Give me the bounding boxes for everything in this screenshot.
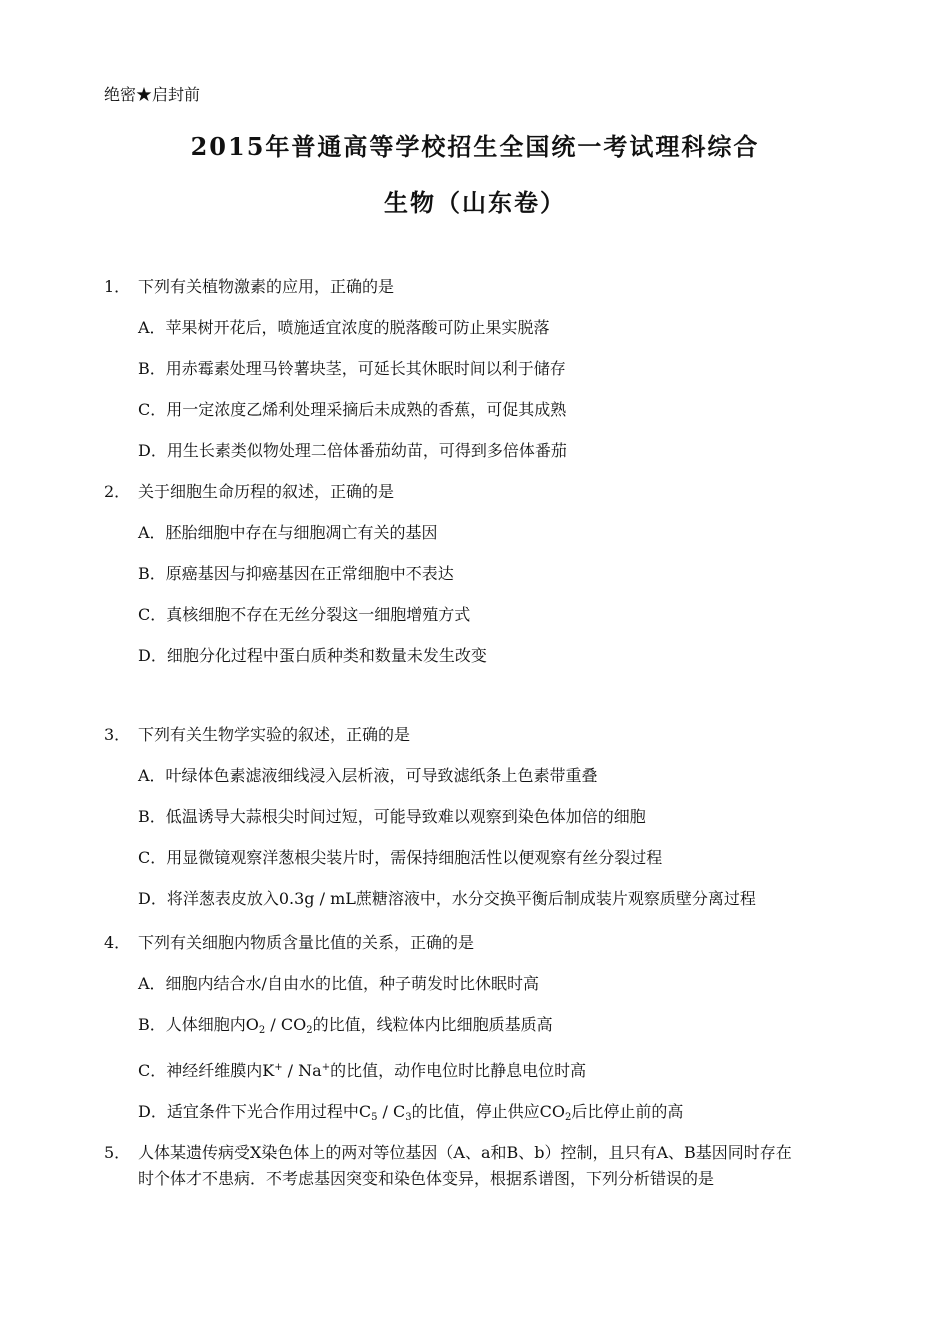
question-stem-continued: 时个体才不患病．不考虑基因突变和染色体变异，根据系谱图，下列分析错误的是 (138, 1169, 715, 1188)
exam-subtitle: 生物（山东卷） (384, 188, 566, 217)
option-a: A．叶绿体色素滤液细线浸入层析液，可导致滤纸条上色素带重叠 (138, 766, 598, 785)
question-stem: 下列有关生物学实验的叙述，正确的是 (138, 725, 411, 744)
confidential-label: 绝密★启封前 (104, 85, 201, 104)
option-a: A．细胞内结合水/自由水的比值，种子萌发时比休眠时高 (138, 974, 539, 993)
question-number: 5． (104, 1143, 131, 1162)
option-b: B．人体细胞内$O_2 / CO_2$的比值，线粒体内比细胞质基质高 (138, 1015, 553, 1036)
option-d: D．适宜条件下光合作用过程中$C_5 / C_3$的比值，停止供应$CO_2$后比停止前的高 (138, 1102, 684, 1123)
option-d: D．细胞分化过程中蛋白质种类和数量未发生改变 (138, 646, 487, 665)
option-c: C．真核细胞不存在无丝分裂这一细胞增殖方式 (138, 605, 471, 624)
question-5 (104, 1140, 849, 1192)
option-d: D．将洋葱表皮放入0.3g / mL蔗糖溶液中，水分交换平衡后制成装片观察质壁分离过程 (138, 889, 756, 908)
question-stem: 下列有关植物激素的应用，正确的是 (138, 277, 395, 296)
option-c: C．用一定浓度乙烯利处理采摘后未成熟的香蕉，可促其成熟 (138, 400, 567, 419)
option-a: A．苹果树开花后，喷施适宜浓度的脱落酸可防止果实脱落 (138, 318, 550, 337)
question-number: 3． (104, 725, 131, 744)
question-number: 2． (104, 482, 131, 501)
option-b: B．低温诱导大蒜根尖时间过短，可能导致难以观察到染色体加倍的细胞 (138, 807, 646, 826)
option-a: A．胚胎细胞中存在与细胞凋亡有关的基因 (138, 523, 438, 542)
option-c: C．用显微镜观察洋葱根尖装片时，需保持细胞活性以便观察有丝分裂过程 (138, 848, 663, 867)
question-1 (104, 274, 394, 297)
question-3 (104, 722, 410, 745)
question-2 (104, 479, 394, 502)
option-b: B．用赤霉素处理马铃薯块茎，可延长其休眠时间以利于储存 (138, 359, 566, 378)
option-d: D．用生长素类似物处理二倍体番茄幼苗，可得到多倍体番茄 (138, 441, 567, 460)
option-c: C．神经纤维膜内K+ / Na+的比值，动作电位时比静息电位时高 (138, 1061, 587, 1080)
question-stem: 关于细胞生命历程的叙述，正确的是 (138, 482, 395, 501)
question-number: 4． (104, 933, 131, 952)
question-number: 1． (104, 277, 131, 296)
question-stem: 人体某遗传病受X染色体上的两对等位基因（A、a和B、b）控制，且只有A、B基因同时存在 (138, 1143, 792, 1162)
option-b: B．原癌基因与抑癌基因在正常细胞中不表达 (138, 564, 454, 583)
question-stem: 下列有关细胞内物质含量比值的关系，正确的是 (138, 933, 475, 952)
exam-title: 2015年普通高等学校招生全国统一考试理科综合 (190, 132, 760, 161)
question-4 (104, 930, 474, 953)
